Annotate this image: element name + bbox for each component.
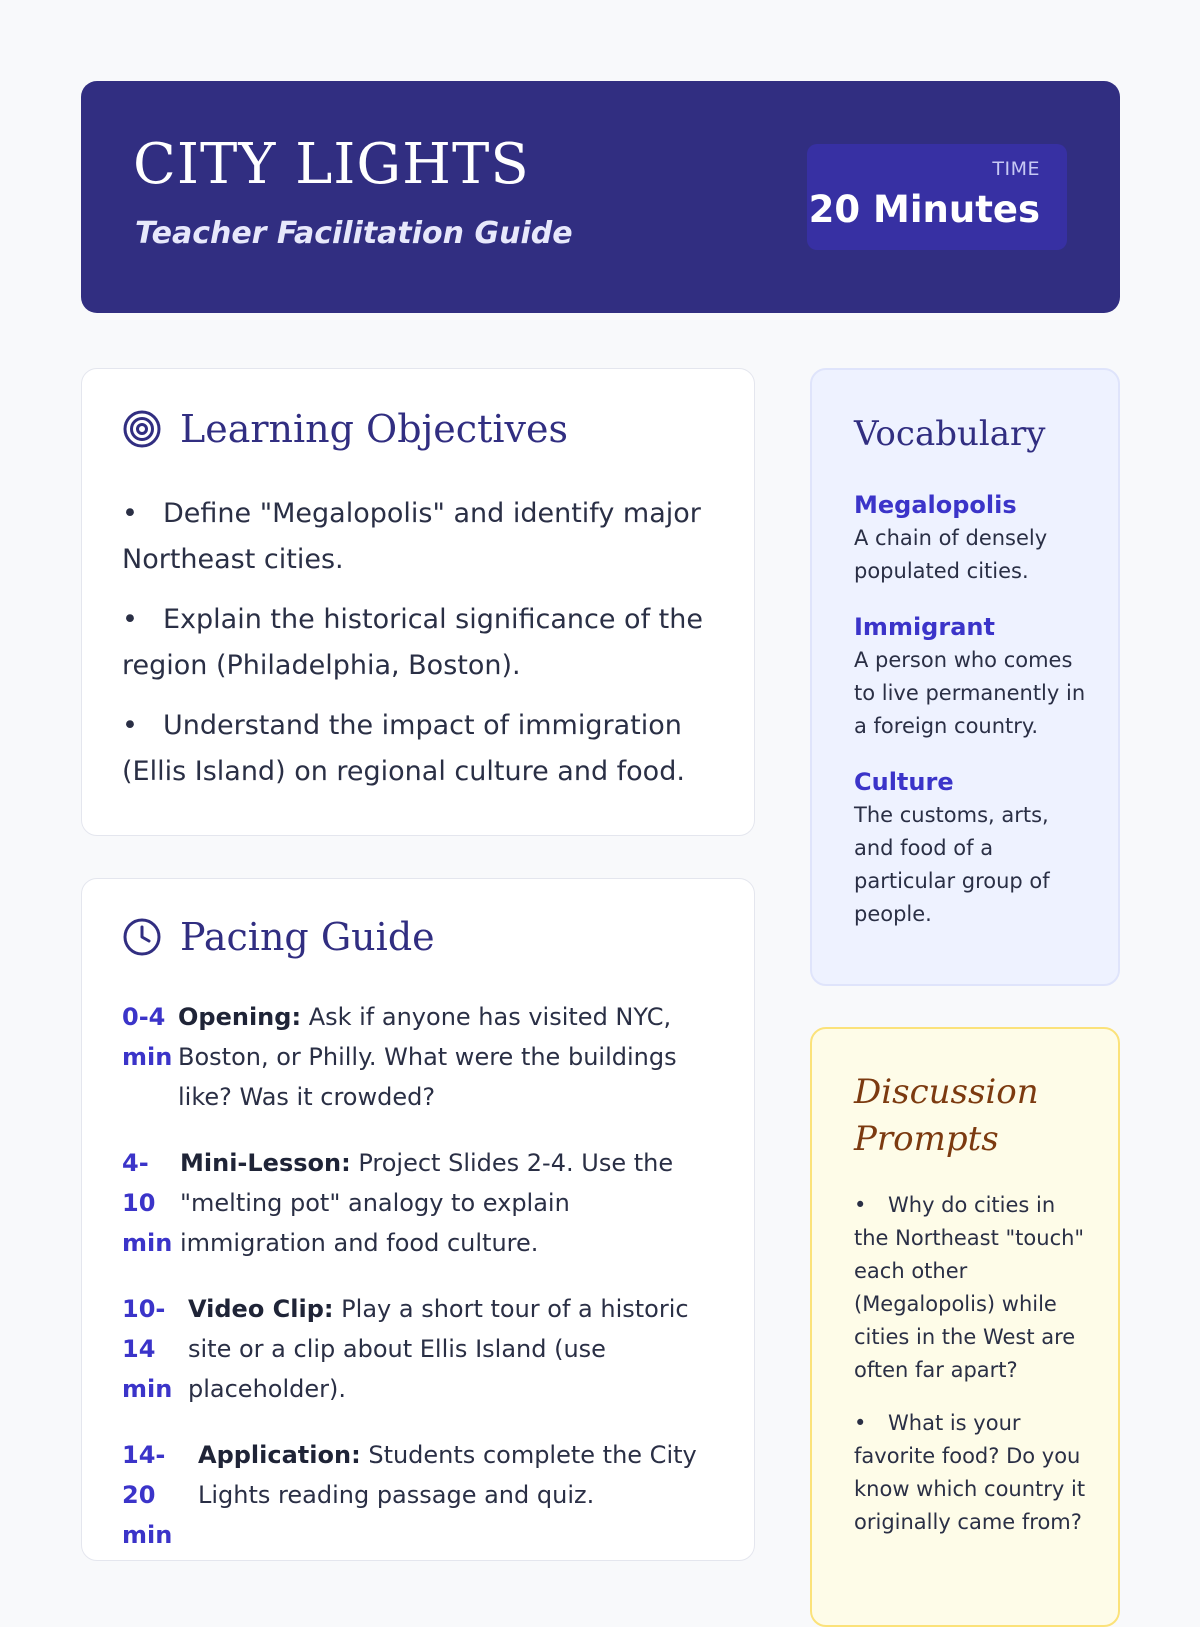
learning-objectives-title: Learning Objectives	[180, 407, 568, 451]
objectives-list	[122, 491, 722, 809]
vocab-definition: A chain of densely populated cities.	[854, 526, 1048, 583]
vocab-item	[854, 765, 1094, 931]
pacing-list	[122, 997, 722, 1581]
pacing-text: Project Slides 2-4. Use the "melting pot" analogy to explain immigration and food culture.	[180, 1149, 674, 1257]
vocab-item	[854, 488, 1094, 588]
list-item: • Explain the historical significance of the region (Philadelphia, Boston).	[122, 604, 703, 681]
pacing-time: 4-10 min	[122, 1149, 173, 1257]
time-value: 20 Minutes	[808, 188, 1040, 231]
clock-icon	[122, 917, 162, 957]
list-item: • Understand the impact of immigration (Ellis Island) on regional culture and food.	[122, 710, 685, 787]
vocabulary-title: Vocabulary	[854, 414, 1046, 454]
pacing-label: Opening:	[178, 1003, 302, 1031]
page-title: CITY LIGHTS	[133, 132, 530, 197]
page-header	[81, 81, 1120, 313]
vocabulary-card	[810, 368, 1120, 986]
list-item: • Why do cities in the Northeast "touch" each other (Megalopolis) while cities in the West are often far apart?	[854, 1193, 1085, 1382]
vocab-item	[854, 610, 1094, 743]
pacing-time: 0-4 min	[122, 1003, 173, 1071]
vocab-term: Immigrant	[854, 613, 995, 641]
vocab-definition: A person who comes to live permanently in a foreign country.	[854, 648, 1086, 738]
time-label: TIME	[992, 158, 1040, 180]
list-item: • What is your favorite food? Do you know which country it originally came from?	[854, 1411, 1086, 1534]
pacing-time: 10-14 min	[122, 1295, 173, 1403]
discussion-prompts-title: Discussion Prompts	[854, 1072, 1039, 1159]
pacing-guide-header	[122, 913, 435, 961]
pacing-text: Students complete the City Lights reading passage and quiz.	[198, 1441, 697, 1509]
discussion-prompts-card	[810, 1027, 1120, 1627]
pacing-guide-title: Pacing Guide	[180, 915, 435, 959]
list-item: • Define "Megalopolis" and identify major Northeast cities.	[122, 498, 701, 575]
discussion-list	[854, 1189, 1094, 1559]
pacing-label: Application:	[198, 1441, 361, 1469]
pacing-time: 14-20 min	[122, 1441, 173, 1549]
pacing-row	[122, 1289, 722, 1409]
pacing-label: Video Clip:	[188, 1295, 334, 1323]
pacing-row	[122, 997, 722, 1117]
target-icon	[122, 409, 162, 449]
vocab-term: Megalopolis	[854, 491, 1017, 519]
learning-objectives-header	[122, 405, 568, 453]
pacing-row	[122, 1435, 722, 1555]
time-badge	[807, 144, 1067, 250]
pacing-text: Play a short tour of a historic site or a clip about Ellis Island (use placeholder).	[188, 1295, 689, 1403]
vocab-term: Culture	[854, 768, 954, 796]
pacing-text: Ask if anyone has visited NYC, Boston, or Philly. What were the buildings like? Was it crowded?	[178, 1003, 677, 1111]
pacing-label: Mini-Lesson:	[180, 1149, 351, 1177]
vocabulary-list	[854, 488, 1094, 953]
learning-objectives-card	[81, 368, 755, 836]
pacing-guide-card	[81, 878, 755, 1561]
pacing-row	[122, 1143, 722, 1263]
vocab-definition: The customs, arts, and food of a particular group of people.	[854, 803, 1050, 926]
page-subtitle: Teacher Facilitation Guide	[135, 216, 573, 251]
